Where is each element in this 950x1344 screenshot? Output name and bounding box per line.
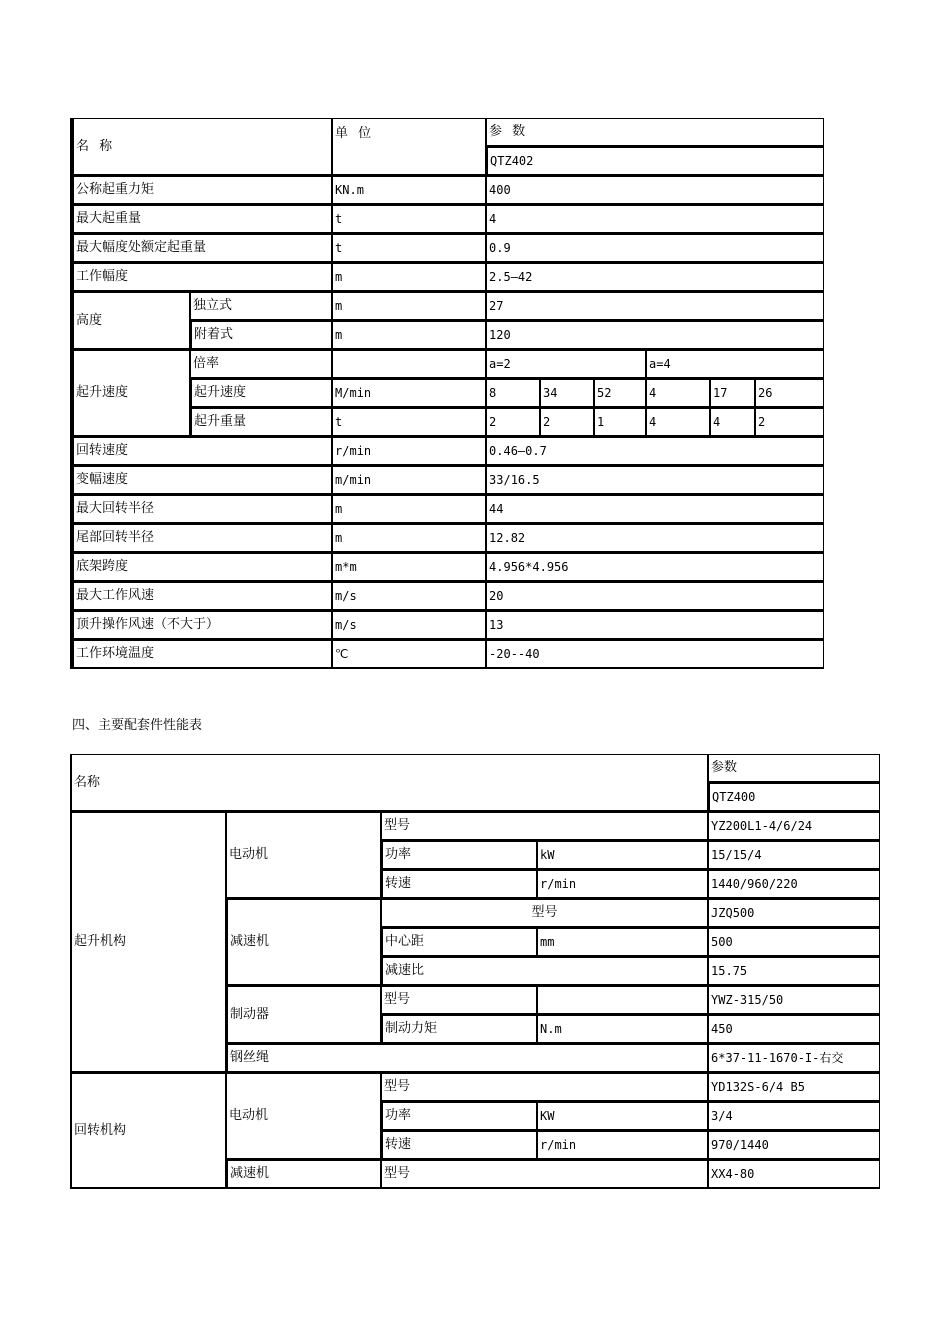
hoist-label: 起升速度 xyxy=(72,350,190,437)
row-name: 独立式 xyxy=(190,292,332,321)
row-name: 功率 xyxy=(381,841,537,870)
row-name: 最大幅度处额定起重量 xyxy=(72,234,332,263)
row-name: 型号 xyxy=(381,812,708,841)
row-value: 500 xyxy=(708,928,880,957)
table-row xyxy=(72,466,824,495)
section-heading: 四、主要配套件性能表 xyxy=(72,718,203,733)
row-value: 1440/960/220 xyxy=(708,870,880,899)
model-header: QTZ402 xyxy=(486,147,824,176)
row-name: 最大回转半径 xyxy=(72,495,332,524)
table-row xyxy=(72,205,824,234)
row-value: 33/16.5 xyxy=(486,466,824,495)
row-value: 970/1440 xyxy=(708,1131,880,1160)
row-unit: m xyxy=(332,292,486,321)
row-value: 2.5—42 xyxy=(486,263,824,292)
row-value: 27 xyxy=(486,292,824,321)
row-name: 最大起重量 xyxy=(72,205,332,234)
name-header: 名称 xyxy=(70,754,708,812)
weight-value: 2 xyxy=(540,408,594,437)
height-label: 高度 xyxy=(72,292,190,350)
row-unit: KN.m xyxy=(332,176,486,205)
name-header: 名 称 xyxy=(72,118,332,176)
row-name: 型号 xyxy=(381,986,537,1015)
row-value: 0.46—0.7 xyxy=(486,437,824,466)
row-name: 顶升操作风速（不大于） xyxy=(72,611,332,640)
row-name: 回转速度 xyxy=(72,437,332,466)
row-value: 6*37-11-1670-I-右交 xyxy=(708,1044,880,1073)
row-unit: kW xyxy=(537,841,708,870)
row-value: -20--40 xyxy=(486,640,824,669)
row-value: 12.82 xyxy=(486,524,824,553)
reducer-label: 减速机 xyxy=(226,1160,381,1189)
row-value: XX4-80 xyxy=(708,1160,880,1189)
row-unit: N.m xyxy=(537,1015,708,1044)
row-value: YZ200L1-4/6/24 xyxy=(708,812,880,841)
table-row xyxy=(70,754,880,783)
row-value: 3/4 xyxy=(708,1102,880,1131)
parts-table xyxy=(70,754,880,1189)
param-header: 参数 xyxy=(708,754,880,783)
row-name: 公称起重力矩 xyxy=(72,176,332,205)
row-name: 转速 xyxy=(381,870,537,899)
motor-label: 电动机 xyxy=(226,812,381,899)
table-row xyxy=(72,611,824,640)
speed-value: 26 xyxy=(755,379,824,408)
row-unit: r/min xyxy=(332,437,486,466)
table-row xyxy=(72,350,824,379)
table-row xyxy=(72,437,824,466)
row-unit: m xyxy=(332,263,486,292)
table-row xyxy=(72,524,824,553)
row-value: YWZ-315/50 xyxy=(708,986,880,1015)
speed-value: 8 xyxy=(486,379,540,408)
row-unit: m xyxy=(332,321,486,350)
row-unit xyxy=(332,350,486,379)
row-name: 起升重量 xyxy=(190,408,332,437)
row-value: 0.9 xyxy=(486,234,824,263)
table-row xyxy=(72,292,824,321)
table-row xyxy=(72,582,824,611)
row-value: 120 xyxy=(486,321,824,350)
row-unit: r/min xyxy=(537,1131,708,1160)
speed-value: 17 xyxy=(710,379,755,408)
speed-value: 52 xyxy=(594,379,646,408)
table-row xyxy=(72,118,824,147)
hoist-mech-label: 起升机构 xyxy=(70,812,226,1073)
row-name: 工作环境温度 xyxy=(72,640,332,669)
row-name: 型号 xyxy=(381,899,708,928)
row-value: YD132S-6/4 B5 xyxy=(708,1073,880,1102)
row-value: 13 xyxy=(486,611,824,640)
weight-value: 2 xyxy=(486,408,540,437)
row-value: 4.956*4.956 xyxy=(486,553,824,582)
motor-label: 电动机 xyxy=(226,1073,381,1160)
row-name: 倍率 xyxy=(190,350,332,379)
spec-table xyxy=(70,118,824,669)
row-name: 尾部回转半径 xyxy=(72,524,332,553)
table-row xyxy=(72,176,824,205)
row-value: 4 xyxy=(486,205,824,234)
model-header: QTZ400 xyxy=(708,783,880,812)
row-name: 变幅速度 xyxy=(72,466,332,495)
row-name: 型号 xyxy=(381,1073,708,1102)
brake-label: 制动器 xyxy=(226,986,381,1044)
param-header: 参 数 xyxy=(486,118,824,147)
row-unit: ℃ xyxy=(332,640,486,669)
slew-mech-label: 回转机构 xyxy=(70,1073,226,1189)
table-row xyxy=(70,1073,880,1102)
speed-value: 34 xyxy=(540,379,594,408)
weight-value: 4 xyxy=(710,408,755,437)
rate-a4: a=4 xyxy=(646,350,824,379)
row-value: 15/15/4 xyxy=(708,841,880,870)
reducer-label: 减速机 xyxy=(226,899,381,986)
row-name: 最大工作风速 xyxy=(72,582,332,611)
table-row xyxy=(72,234,824,263)
row-unit xyxy=(537,986,708,1015)
row-value: 450 xyxy=(708,1015,880,1044)
row-name: 工作幅度 xyxy=(72,263,332,292)
row-value: 44 xyxy=(486,495,824,524)
rope-label: 钢丝绳 xyxy=(226,1044,708,1073)
weight-value: 1 xyxy=(594,408,646,437)
row-value: JZQ500 xyxy=(708,899,880,928)
row-unit: mm xyxy=(537,928,708,957)
row-unit: m/min xyxy=(332,466,486,495)
row-value: 15.75 xyxy=(708,957,880,986)
row-value: 400 xyxy=(486,176,824,205)
row-unit: m/s xyxy=(332,611,486,640)
row-value: 20 xyxy=(486,582,824,611)
row-unit: m/s xyxy=(332,582,486,611)
row-unit: M/min xyxy=(332,379,486,408)
table-row xyxy=(72,495,824,524)
row-name: 附着式 xyxy=(190,321,332,350)
row-unit: t xyxy=(332,205,486,234)
row-name: 中心距 xyxy=(381,928,537,957)
row-unit: t xyxy=(332,408,486,437)
row-unit: m*m xyxy=(332,553,486,582)
row-unit: m xyxy=(332,524,486,553)
table-row xyxy=(72,553,824,582)
row-name: 制动力矩 xyxy=(381,1015,537,1044)
row-name: 起升速度 xyxy=(190,379,332,408)
table-row xyxy=(72,640,824,669)
unit-header: 单 位 xyxy=(332,118,486,176)
table-row xyxy=(72,263,824,292)
row-unit: t xyxy=(332,234,486,263)
row-name: 减速比 xyxy=(381,957,708,986)
row-name: 底架跨度 xyxy=(72,553,332,582)
row-name: 功率 xyxy=(381,1102,537,1131)
speed-value: 4 xyxy=(646,379,710,408)
row-unit: KW xyxy=(537,1102,708,1131)
weight-value: 4 xyxy=(646,408,710,437)
table-row xyxy=(70,812,880,841)
row-unit: m xyxy=(332,495,486,524)
row-name: 转速 xyxy=(381,1131,537,1160)
row-unit: r/min xyxy=(537,870,708,899)
weight-value: 2 xyxy=(755,408,824,437)
rate-a2: a=2 xyxy=(486,350,646,379)
row-name: 型号 xyxy=(381,1160,708,1189)
